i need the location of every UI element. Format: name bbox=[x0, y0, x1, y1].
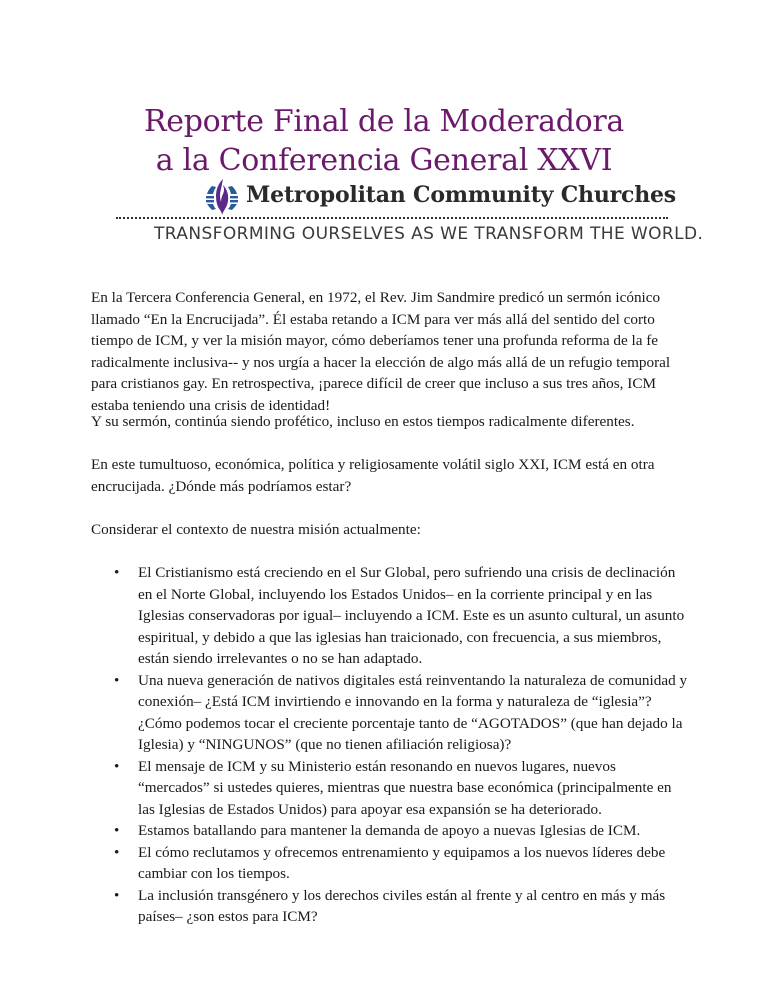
organization-tagline: TRANSFORMING OURSELVES AS WE TRANSFORM THE WORLD. bbox=[154, 224, 704, 244]
list-item bbox=[91, 820, 691, 842]
bullet-icon: • bbox=[114, 822, 120, 839]
list-item bbox=[91, 842, 691, 885]
list-item bbox=[91, 756, 691, 821]
paragraph-text: En la Tercera Conferencia General, en 1972, el Rev. Jim Sandmire predicó un sermón icónico llamado “En la Encrucijada”. Él estaba retando a ICM para ver más allá del sentido del corto tiempo de ICM, y ver la misión mayor, cómo deberíamos tener una profunda reforma de la fe radicalmente inclusiva-- y nos urgía a hacer la elección de algo más allá de un refugio temporal para cristianos gay. En retrospectiva, ¡parece difícil de creer que incluso a sus tres años, ICM estaba teniendo una crisis de identidad! bbox=[91, 289, 671, 414]
bullet-icon: • bbox=[114, 886, 120, 904]
dotted-divider bbox=[116, 217, 668, 219]
bullet-icon: • bbox=[114, 671, 120, 689]
paragraph-text: En este tumultuoso, económica, política y religiosamente volátil siglo XXI, ICM está en otra encrucijada. ¿Dónde más podríamos estar? bbox=[91, 456, 655, 495]
paragraph-text: Considerar el contexto de nuestra misión actualmente: bbox=[91, 521, 421, 538]
document-title-line-2: a la Conferencia General XXVI bbox=[155, 143, 613, 178]
list-item bbox=[91, 885, 691, 928]
list-item-text: La inclusión transgénero y los derechos civiles están al frente y al centro en más y más países– ¿son estos para ICM? bbox=[138, 886, 666, 925]
list-item bbox=[91, 670, 691, 756]
list-item-text: El Cristianismo está creciendo en el Sur Global, pero sufriendo una crisis de declinación en el Norte Global, incluyendo los Estados Unidos– en la corriente principal y en las Iglesias conservadoras por igual– incluyendo a ICM. Este es un asunto cultural, un asunto espiritual, y debido a que las iglesias han traicionado, con frecuencia, a sus miembros, están siendo irrelevantes o no se han adaptado. bbox=[138, 564, 685, 667]
paragraph-context-lead bbox=[91, 519, 691, 541]
mcc-flame-globe-icon bbox=[204, 178, 240, 216]
list-item bbox=[91, 562, 691, 670]
list-item-text: El mensaje de ICM y su Ministerio están resonando en nuevos lugares, nuevos “mercados” si ustedes quieres, mientras que nuestra base económica (principalmente en las Iglesias de Estados Unidos) para apoyar esa expansión se ha deteriorado. bbox=[138, 757, 672, 818]
paragraph-prophetic bbox=[91, 411, 691, 433]
list-item-text: Estamos batallando para mantener la demanda de apoyo a nuevas Iglesias de ICM. bbox=[138, 822, 641, 839]
organization-name: Metropolitan Community Churches bbox=[246, 182, 676, 208]
paragraph-crossroads bbox=[91, 454, 691, 497]
paragraph-intro bbox=[91, 287, 691, 416]
bullet-icon: • bbox=[114, 757, 120, 775]
paragraph-text: Y su sermón, continúa siendo profético, incluso en estos tiempos radicalmente diferentes. bbox=[91, 413, 635, 430]
bullet-icon: • bbox=[114, 843, 120, 861]
list-item-text: Una nueva generación de nativos digitales está reinventando la naturaleza de comunidad y conexión– ¿Está ICM invirtiendo e innovando en la forma y naturaleza de “iglesia”? ¿Cómo podemos tocar el creciente porcentaje tanto de “AGOTADOS” (que han dejado la Iglesia) y “NINGUNOS” (que no tienen afiliación religiosa)? bbox=[138, 671, 688, 753]
document-title-line-1: Reporte Final de la Moderadora bbox=[143, 104, 624, 139]
bullet-icon: • bbox=[114, 564, 120, 581]
context-bullet-list bbox=[91, 562, 691, 928]
mcc-logo-banner bbox=[116, 178, 704, 250]
list-item-text: El cómo reclutamos y ofrecemos entrenamiento y equipamos a los nuevos líderes debe cambiar con los tiempos. bbox=[138, 843, 666, 882]
